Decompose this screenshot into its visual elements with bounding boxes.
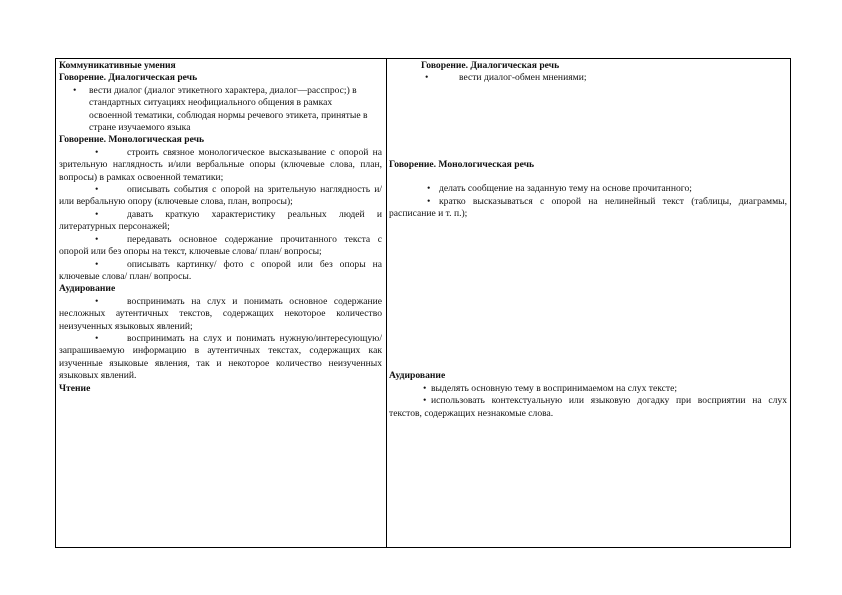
list-item-text: вести диалог-обмен мнениями; [459,72,587,84]
list-item-text: вести диалог (диалог этикетного характера, диалог—расспрос;) в стандартных ситуациях неофициального общения в рамках освоенной тематики, соблюдая нормы речевого этикета, принятые в стране изучаемого языка [89,84,368,134]
list-item-text: описывать картинку/ фото с опорой или без опоры на ключевые слова/ план/ вопросы. [59,258,382,282]
list-item-text: давать краткую характеристику реальных людей и литературных персонажей; [59,208,382,233]
list-item-text: делать сообщение на заданную тему на основе прочитанного; [439,183,692,195]
right-dialog-item [389,72,787,84]
left-title: Коммуникативные умения [59,60,176,71]
list-item-text: описывать события с опорой на зрительную наглядность и/или вербальную опору (ключевые слова, план, вопросы); [59,184,382,208]
left-audio-item-2 [59,333,382,383]
left-mono-item-5 [59,259,382,284]
competency-table [55,58,791,548]
list-item-text: строить связное монологическое высказывание с опорой на зрительную наглядность и/или вербальные опоры (ключевые слова, план, вопросы) в рамках освоенной тематики; [59,146,382,183]
column-divider [386,59,387,547]
left-mono-item-3 [59,209,382,234]
bullet-icon: • [95,332,99,344]
left-column [59,60,382,395]
list-item-text: воспринимать на слух и понимать основное содержание несложных аутентичных текстов, содержащих некоторое количество неизученных языковых явлений; [59,295,382,332]
bullet-icon: • [427,195,431,207]
left-dialog-item [59,85,382,135]
bullet-icon: • [95,258,99,270]
bullet-icon: • [427,183,431,195]
list-item-text: кратко высказываться с опорой на нелинейный текст (таблицы, диаграммы, расписание и т. п.); [389,195,787,220]
bullet-icon: • [95,208,99,220]
bullet-icon: • [95,146,99,158]
right-mono-item-1 [389,183,787,195]
left-dialog-heading: Говорение. Диалогическая речь [59,72,198,84]
list-item-text: выделять основную тему в воспринимаемом на слух тексте; [431,382,678,394]
list-item-text: использовать контекстуальную или языковую догадку при восприятии на слух текстов, содержащих незнакомые слова. [389,395,787,419]
bullet-icon: • [423,382,427,394]
bullet-icon: • [73,84,77,96]
left-audio-item-1 [59,296,382,333]
left-reading-heading: Чтение [59,382,91,394]
bullet-icon: • [95,184,99,196]
right-audio-heading: Аудирование [389,370,446,382]
list-item-text: воспринимать на слух и понимать нужную/интересующую/ запрашиваемую информацию в аутентичных текстах, содержащих как изученные языковые явления, так и некоторое количество неизученных языковых явлений. [59,332,382,382]
bullet-icon: • [425,72,429,84]
bullet-icon: • [423,395,427,407]
left-mono-item-2 [59,184,382,209]
left-audio-heading: Аудирование [59,283,116,295]
right-column [389,60,787,420]
right-audio-item-2 [389,395,787,420]
left-mono-item-4 [59,234,382,259]
bullet-icon: • [95,295,99,307]
right-mono-heading: Говорение. Монологическая речь [389,158,535,170]
right-audio-item-1 [389,383,787,395]
bullet-icon: • [95,233,99,245]
left-mono-item-1 [59,147,382,184]
right-dialog-heading: Говорение. Диалогическая речь [421,60,560,71]
list-item-text: передавать основное содержание прочитанного текста с опорой или без опоры на текст, ключевые слова/ план/ вопросы; [59,233,382,258]
left-mono-heading: Говорение. Монологическая речь [59,134,205,146]
right-mono-item-2 [389,196,787,221]
